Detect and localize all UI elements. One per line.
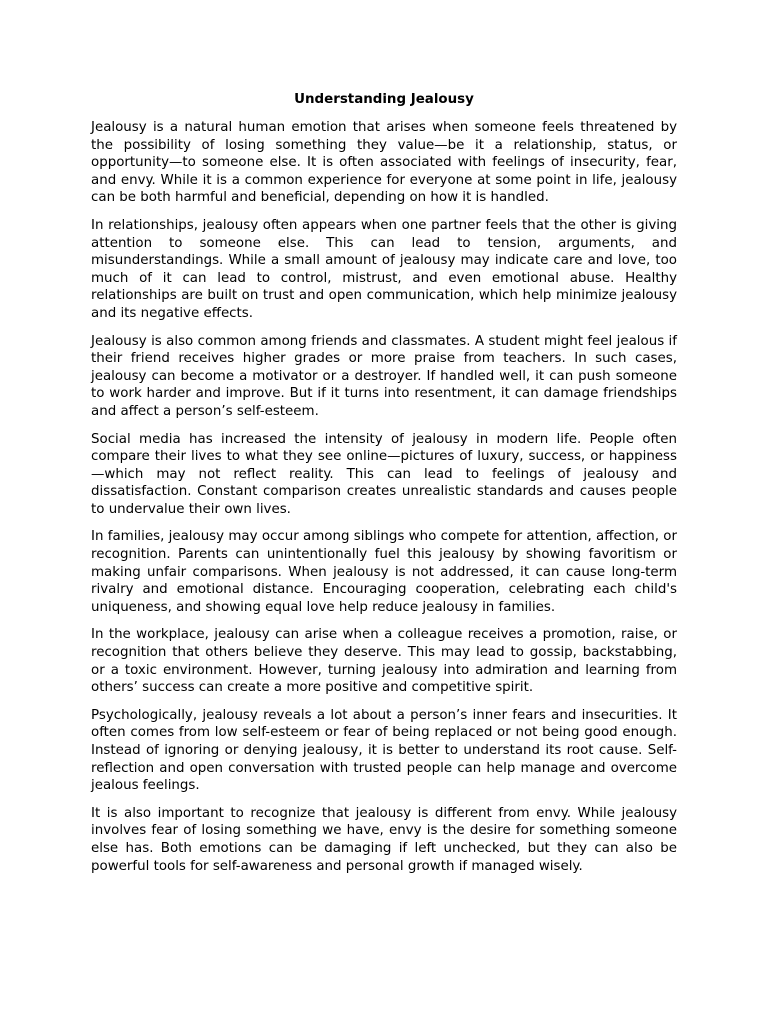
paragraph-4: Social media has increased the intensity of jealousy in modern life. People often compare their lives to what they see online—pictures of luxury, success, or happiness—which may not reflect reality. This can lead to feelings of jealousy and dissatisfaction. Constant comparison creates unrealistic standards and causes people to undervalue their own lives. [91, 431, 677, 517]
document-page [91, 91, 677, 885]
paragraph-1: Jealousy is a natural human emotion that arises when someone feels threatened by the possibility of losing something they value—be it a relationship, status, or opportunity—to someone else. It is often associated with feelings of insecurity, fear, and envy. While it is a common experience for everyone at some point in life, jealousy can be both harmful and beneficial, depending on how it is handled. [91, 120, 677, 206]
paragraph-8: It is also important to recognize that jealousy is different from envy. While jealousy involves fear of losing something we have, envy is the desire for something someone else has. Both emotions can be damaging if left unchecked, but they can also be powerful tools for self-awareness and personal growth if managed wisely. [91, 805, 677, 874]
paragraph-6: In the workplace, jealousy can arise when a colleague receives a promotion, raise, or recognition that others believe they deserve. This may lead to gossip, backstabbing, or a toxic environment. However, turning jealousy into admiration and learning from others’ success can create a more positive and competitive spirit. [91, 627, 677, 696]
paragraph-7: Psychologically, jealousy reveals a lot about a person’s inner fears and insecurities. It often comes from low self-esteem or fear of being replaced or not being good enough. Instead of ignoring or denying jealousy, it is better to understand its root cause. Self-reflection and open conversation with trusted people can help manage and overcome jealous feelings. [91, 707, 677, 794]
paragraph-5: In families, jealousy may occur among siblings who compete for attention, affection, or recognition. Parents can unintentionally fuel this jealousy by showing favoritism or making unfair comparisons. When jealousy is not addressed, it can cause long-term rivalry and emotional distance. Encouraging cooperation, celebrating each child's uniqueness, and showing equal love help reduce jealousy in families. [91, 529, 677, 615]
paragraph-3: Jealousy is also common among friends and classmates. A student might feel jealous if their friend receives higher grades or more praise from teachers. In such cases, jealousy can become a motivator or a destroyer. If handled well, it can push someone to work harder and improve. But if it turns into resentment, it can damage friendships and affect a person’s self-esteem. [91, 333, 677, 419]
paragraph-2: In relationships, jealousy often appears when one partner feels that the other is giving attention to someone else. This can lead to tension, arguments, and misunderstandings. While a small amount of jealousy may indicate care and love, too much of it can lead to control, mistrust, and even emotional abuse. Healthy relationships are built on trust and open communication, which help minimize jealousy and its negative effects. [91, 217, 677, 321]
document-title: Understanding Jealousy [294, 92, 474, 107]
